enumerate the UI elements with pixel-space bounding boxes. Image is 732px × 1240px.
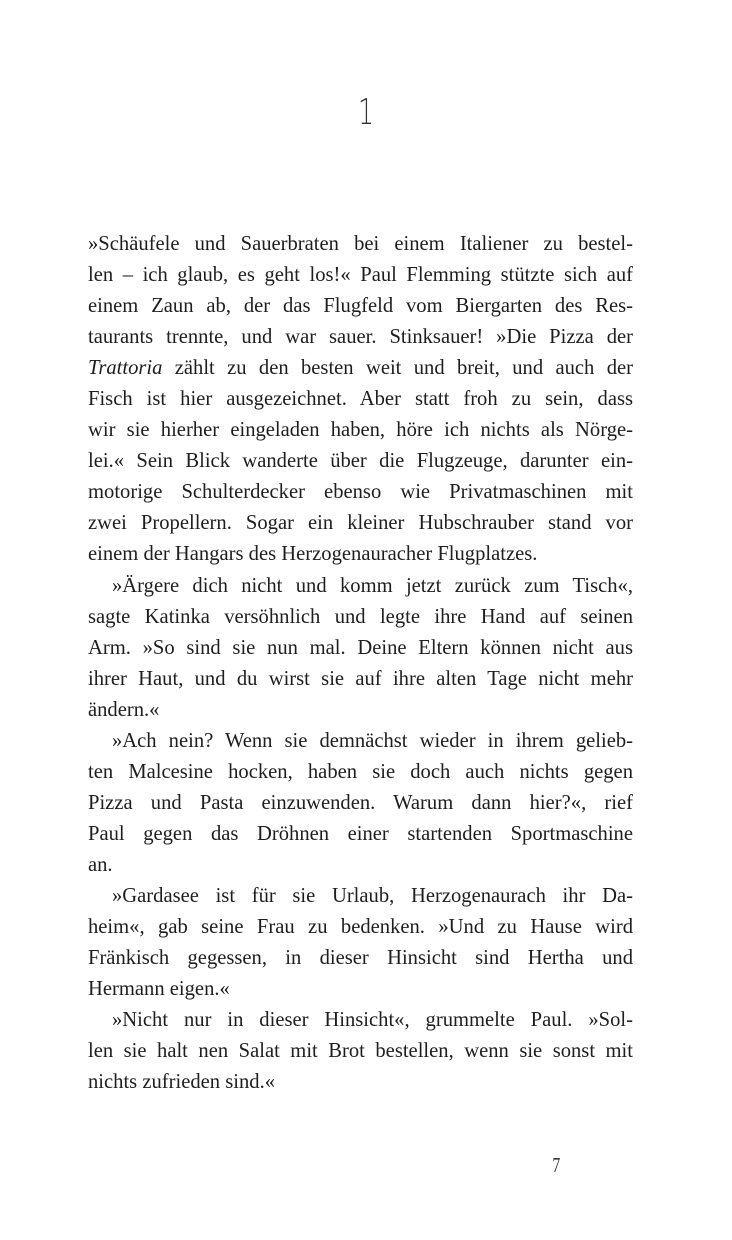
paragraph — [88, 726, 633, 881]
italic-text: Trattoria — [88, 357, 163, 380]
text-line — [88, 260, 633, 291]
line-text: Fränkisch gegessen, in dieser Hinsicht sind Hertha und — [88, 947, 633, 970]
line-text: einem Zaun ab, der das Flugfeld vom Biergarten des Res- — [88, 295, 633, 318]
line-text: Arm. »So sind sie nun mal. Deine Eltern können nicht aus — [88, 636, 633, 659]
text-line — [88, 446, 633, 477]
text-line — [88, 819, 633, 850]
text-line — [88, 1036, 633, 1067]
text-line — [88, 726, 633, 757]
text-line — [88, 477, 633, 508]
text-line — [88, 695, 633, 726]
text-line — [88, 633, 633, 664]
text-line — [88, 415, 633, 446]
text-line — [88, 788, 633, 819]
line-text: Fisch ist hier ausgezeichnet. Aber statt froh zu sein, dass — [88, 388, 633, 411]
text-line — [88, 291, 633, 322]
line-text: »Ach nein? Wenn sie demnächst wieder in ihrem gelieb- — [112, 729, 633, 752]
text-line — [88, 602, 633, 633]
line-text: »Schäufele und Sauerbraten bei einem Italiener zu bestel- — [88, 233, 633, 255]
text-line — [88, 322, 633, 353]
paragraph — [88, 229, 633, 571]
text-line — [88, 912, 633, 943]
line-text: zwei Propellern. Sogar ein kleiner Hubschrauber stand vor — [88, 512, 633, 535]
text-line — [88, 229, 633, 260]
line-text: wir sie hierher eingeladen haben, höre ich nichts als Nörge- — [88, 419, 633, 442]
page-number: 7 — [552, 1153, 561, 1177]
chapter-number: 1 — [357, 92, 375, 133]
paragraph — [88, 881, 633, 1005]
text-line — [88, 508, 633, 539]
text-line — [88, 1067, 633, 1098]
line-text: ihrer Haut, und du wirst sie auf ihre alten Tage nicht mehr — [88, 667, 633, 690]
line-text: sagte Katinka versöhnlich und legte ihre Hand auf seinen — [88, 605, 633, 628]
text-line — [88, 757, 633, 788]
text-line — [88, 1005, 633, 1036]
text-line — [88, 881, 633, 912]
line-text: motorige Schulterdecker ebenso wie Privatmaschinen mit — [88, 481, 633, 504]
text-line — [88, 664, 633, 695]
line-text: nichts zufrieden sind.« — [88, 1071, 276, 1094]
line-text: Pizza und Pasta einzuwenden. Warum dann hier?«, rief — [88, 791, 633, 814]
line-text: zählt zu den besten weit und breit, und auch der — [162, 357, 633, 380]
paragraph — [88, 571, 633, 726]
line-text: taurants trennte, und war sauer. Stinksauer! »Die Pizza der — [88, 326, 633, 349]
text-line — [88, 943, 633, 974]
line-text: len sie halt nen Salat mit Brot bestellen, wenn sie sonst mit — [88, 1040, 633, 1063]
line-text: einem der Hangars des Herzogenauracher Flugplatzes. — [88, 543, 538, 566]
line-text: an. — [88, 853, 113, 876]
text-line — [88, 974, 633, 1005]
line-text: ändern.« — [88, 698, 160, 721]
line-text: Paul gegen das Dröhnen einer startenden Sportmaschine — [88, 822, 633, 845]
text-line — [88, 353, 633, 384]
paragraph — [88, 1005, 633, 1098]
line-text: »Ärgere dich nicht und komm jetzt zurück zum Tisch«, — [112, 574, 633, 597]
line-text: »Nicht nur in dieser Hinsicht«, grummelte Paul. »Sol- — [112, 1009, 633, 1032]
text-line — [88, 571, 633, 602]
line-text: Hermann eigen.« — [88, 978, 230, 1001]
body-text — [88, 229, 633, 1098]
text-line — [88, 384, 633, 415]
line-text: »Gardasee ist für sie Urlaub, Herzogenaurach ihr Da- — [112, 884, 633, 907]
line-text: ten Malcesine hocken, haben sie doch auch nichts gegen — [88, 760, 633, 783]
line-text: heim«, gab seine Frau zu bedenken. »Und zu Hause wird — [88, 916, 633, 939]
line-text: lei.« Sein Blick wanderte über die Flugzeuge, darunter ein- — [88, 450, 633, 473]
line-text: len – ich glaub, es geht los!« Paul Flemming stützte sich auf — [88, 264, 633, 287]
text-line — [88, 850, 633, 881]
text-line — [88, 539, 633, 570]
